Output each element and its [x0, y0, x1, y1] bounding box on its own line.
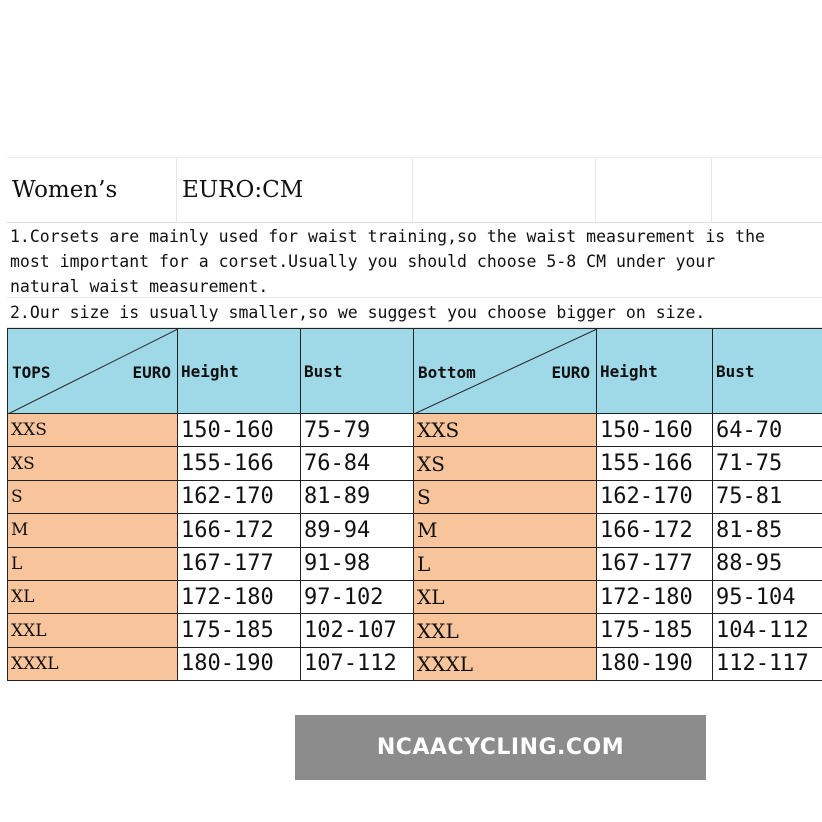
bottom-size-cell: M — [414, 514, 597, 547]
euro-label: EURO — [132, 363, 171, 382]
title-row — [7, 157, 822, 223]
chart-title: Women’s — [7, 158, 177, 222]
bottom-size-cell: XXL — [414, 614, 597, 647]
table-row — [8, 547, 822, 580]
table-row — [8, 514, 822, 547]
table-row — [8, 647, 822, 680]
tops-size-cell: XS — [8, 447, 178, 480]
height-header: Height — [178, 329, 301, 414]
bottom-size-cell: XXS — [414, 414, 597, 447]
table-row — [8, 480, 822, 513]
tops-size-cell: XL — [8, 580, 178, 613]
note-size-advice: 2.Our size is usually smaller,so we suggest you choose bigger on size. — [7, 298, 822, 328]
height-cell: 155-166 — [597, 447, 713, 480]
height-cell: 166-172 — [597, 514, 713, 547]
bust-cell: 102-107 — [301, 614, 414, 647]
height-cell: 172-180 — [178, 580, 301, 613]
height-cell: 180-190 — [597, 647, 713, 680]
height-cell: 172-180 — [597, 580, 713, 613]
height-cell: 167-177 — [178, 547, 301, 580]
bust-cell: 97-102 — [301, 580, 414, 613]
height-cell: 167-177 — [597, 547, 713, 580]
size-chart-sheet — [7, 157, 822, 681]
empty-cell — [596, 158, 712, 222]
height-cell: 150-160 — [178, 414, 301, 447]
table-row — [8, 580, 822, 613]
bust-cell: 81-85 — [713, 514, 822, 547]
bust-cell: 81-89 — [301, 480, 414, 513]
bottom-euro-header — [414, 329, 597, 414]
table-header-row — [8, 329, 822, 414]
bust-cell: 89-94 — [301, 514, 414, 547]
tops-size-cell: S — [8, 480, 178, 513]
unit-label: EURO:CM — [177, 158, 413, 222]
bust-cell: 75-81 — [713, 480, 822, 513]
size-table — [7, 328, 822, 681]
tops-size-cell: XXXL — [8, 647, 178, 680]
bottom-size-cell: S — [414, 480, 597, 513]
euro-label: EURO — [551, 363, 590, 382]
bust-cell: 75-79 — [301, 414, 414, 447]
bust-cell: 76-84 — [301, 447, 414, 480]
height-cell: 175-185 — [597, 614, 713, 647]
height-cell: 150-160 — [597, 414, 713, 447]
bust-cell: 64-70 — [713, 414, 822, 447]
bust-cell: 104-112 — [713, 614, 822, 647]
tops-size-cell: XXL — [8, 614, 178, 647]
height-cell: 180-190 — [178, 647, 301, 680]
height-header: Height — [597, 329, 713, 414]
bust-header: Bust — [713, 329, 822, 414]
bust-cell: 112-117 — [713, 647, 822, 680]
bust-header: Bust — [301, 329, 414, 414]
height-cell: 162-170 — [178, 480, 301, 513]
tops-euro-header — [8, 329, 178, 414]
note-waist-training: 1.Corsets are mainly used for waist training,so the waist measurement is the most important for a corset.Usually you should choose 5-8 CM under your natural waist measurement. — [7, 223, 822, 298]
site-banner: NCAACYCLING.COM — [295, 715, 706, 780]
height-cell: 166-172 — [178, 514, 301, 547]
height-cell: 175-185 — [178, 614, 301, 647]
tops-size-cell: L — [8, 547, 178, 580]
bust-cell: 88-95 — [713, 547, 822, 580]
bust-cell: 107-112 — [301, 647, 414, 680]
tops-size-cell: M — [8, 514, 178, 547]
bottom-size-cell: L — [414, 547, 597, 580]
table-row — [8, 447, 822, 480]
bust-cell: 95-104 — [713, 580, 822, 613]
bottom-size-cell: XL — [414, 580, 597, 613]
table-row — [8, 614, 822, 647]
height-cell: 155-166 — [178, 447, 301, 480]
bust-cell: 71-75 — [713, 447, 822, 480]
table-row — [8, 414, 822, 447]
bust-cell: 91-98 — [301, 547, 414, 580]
height-cell: 162-170 — [597, 480, 713, 513]
bottom-label: Bottom — [418, 363, 476, 382]
empty-cell — [712, 158, 822, 222]
empty-cell — [413, 158, 596, 222]
bottom-size-cell: XS — [414, 447, 597, 480]
bottom-size-cell: XXXL — [414, 647, 597, 680]
tops-size-cell: XXS — [8, 414, 178, 447]
tops-label: TOPS — [12, 363, 51, 382]
